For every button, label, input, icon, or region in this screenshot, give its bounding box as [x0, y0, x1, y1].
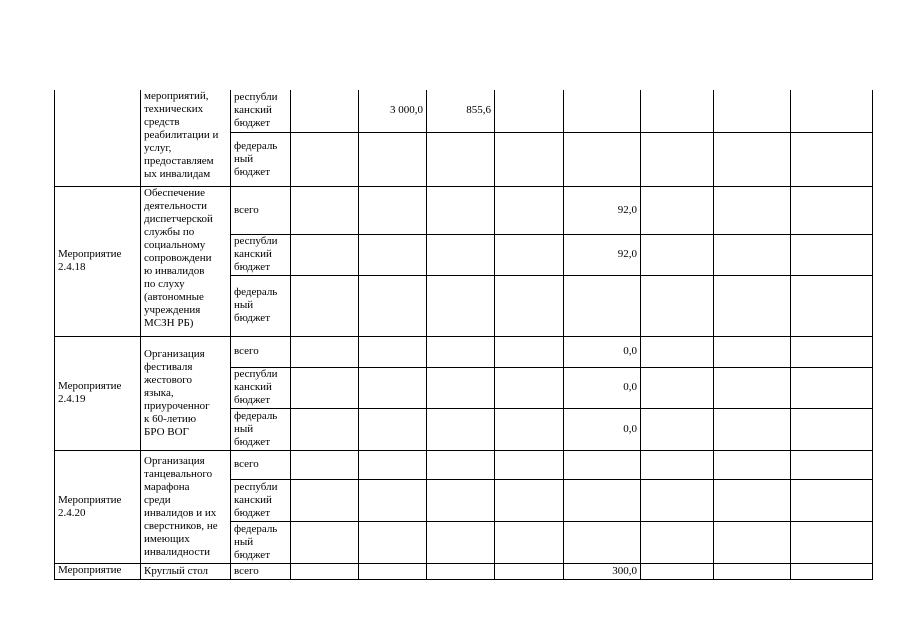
value-cell	[641, 408, 714, 450]
value-cell	[714, 186, 791, 234]
funding-source-text: республи канский бюджет	[234, 368, 278, 406]
value-cell	[564, 450, 641, 479]
table-row	[55, 336, 873, 367]
value-cell	[641, 234, 714, 275]
funding-source-text: республи канский бюджет	[234, 91, 278, 130]
value-cell	[791, 563, 873, 579]
value-cell	[495, 408, 564, 450]
value-cell: 92,0	[564, 186, 641, 234]
value-cell	[291, 408, 359, 450]
activity-name-text: Обеспечение деятельности диспетчерской службы по социальному сопровождени ю инвалидов по слуху (автономные учреждения МСЗН РБ)	[144, 186, 213, 329]
activity-name-text: Организация танцевального марафона среди инвалидов и их сверстников, не имеющих инвалидности	[144, 454, 218, 558]
activity-name-cell	[141, 90, 231, 186]
value-cell	[791, 450, 873, 479]
value-cell	[495, 521, 564, 563]
value-cell	[714, 234, 791, 275]
activity-name-text: Круглый стол	[144, 564, 209, 577]
value-cell	[641, 186, 714, 234]
value-cell	[427, 336, 495, 367]
value-cell	[791, 479, 873, 521]
activity-name-cell	[141, 450, 231, 563]
funding-source-cell	[231, 132, 291, 186]
value-cell	[359, 408, 427, 450]
measure-cell: Мероприятие 2.4.19	[55, 336, 141, 450]
value-cell	[427, 450, 495, 479]
value-cell	[359, 367, 427, 408]
funding-source-text: федераль ный бюджет	[234, 409, 278, 448]
activity-name-cell	[141, 563, 231, 579]
value-cell	[641, 521, 714, 563]
funding-source-text: всего	[234, 203, 259, 216]
activity-name-cell	[141, 336, 231, 450]
value-cell	[641, 132, 714, 186]
value-cell	[495, 234, 564, 275]
value-cell	[641, 479, 714, 521]
funding-source-text: всего	[234, 345, 259, 357]
funding-source-cell	[231, 521, 291, 563]
value-cell	[427, 186, 495, 234]
measure-cell: Мероприятие	[55, 563, 141, 579]
value-cell	[427, 521, 495, 563]
value-cell	[291, 186, 359, 234]
value-cell	[427, 563, 495, 579]
funding-source-cell	[231, 408, 291, 450]
value-cell	[791, 186, 873, 234]
value-cell	[495, 336, 564, 367]
value-cell: 3 000,0	[359, 90, 427, 132]
value-cell	[714, 479, 791, 521]
value-cell	[291, 367, 359, 408]
funding-source-text: республи канский бюджет	[234, 480, 278, 519]
value-cell	[641, 563, 714, 579]
value-cell	[291, 521, 359, 563]
value-cell	[714, 275, 791, 336]
budget-table	[54, 90, 873, 580]
value-cell	[714, 521, 791, 563]
value-cell	[564, 521, 641, 563]
value-cell	[291, 132, 359, 186]
value-cell	[291, 275, 359, 336]
funding-source-cell	[231, 479, 291, 521]
value-cell	[714, 563, 791, 579]
value-cell	[359, 275, 427, 336]
value-cell	[495, 367, 564, 408]
value-cell	[291, 90, 359, 132]
value-cell	[791, 408, 873, 450]
value-cell	[291, 450, 359, 479]
funding-source-cell	[231, 367, 291, 408]
value-cell	[791, 521, 873, 563]
value-cell	[359, 521, 427, 563]
measure-cell: Мероприятие 2.4.20	[55, 450, 141, 563]
activity-name-cell	[141, 186, 231, 336]
funding-source-text: всего	[234, 564, 259, 577]
value-cell	[359, 234, 427, 275]
value-cell	[641, 450, 714, 479]
value-cell: 0,0	[564, 408, 641, 450]
value-cell	[495, 275, 564, 336]
table-row	[55, 90, 873, 132]
value-cell	[291, 563, 359, 579]
funding-source-text: республи канский бюджет	[234, 235, 278, 273]
value-cell	[427, 275, 495, 336]
value-cell	[427, 367, 495, 408]
funding-source-cell	[231, 234, 291, 275]
value-cell	[427, 479, 495, 521]
value-cell	[359, 450, 427, 479]
value-cell	[791, 90, 873, 132]
value-cell	[564, 132, 641, 186]
value-cell	[359, 479, 427, 521]
value-cell	[564, 90, 641, 132]
activity-name-text: мероприятий, технических средств реабилитации и услуг, предоставляем ых инвалидам	[144, 90, 219, 180]
value-cell	[495, 186, 564, 234]
value-cell	[495, 90, 564, 132]
value-cell	[291, 336, 359, 367]
value-cell	[564, 479, 641, 521]
value-cell	[495, 479, 564, 521]
funding-source-cell	[231, 450, 291, 479]
value-cell	[495, 563, 564, 579]
value-cell	[291, 234, 359, 275]
funding-source-cell	[231, 563, 291, 579]
activity-name-text: Организация фестиваля жестового языка, приуроченног к 60-летию БРО ВОГ	[144, 347, 210, 438]
funding-source-text: федераль ный бюджет	[234, 139, 278, 178]
value-cell	[714, 450, 791, 479]
funding-source-text: федераль ный бюджет	[234, 286, 278, 324]
value-cell	[791, 132, 873, 186]
table-row	[55, 186, 873, 234]
value-cell	[359, 336, 427, 367]
measure-cell	[55, 90, 141, 186]
value-cell	[359, 132, 427, 186]
value-cell	[641, 90, 714, 132]
value-cell: 0,0	[564, 336, 641, 367]
value-cell	[427, 132, 495, 186]
value-cell	[791, 336, 873, 367]
table-row	[55, 450, 873, 479]
value-cell	[427, 408, 495, 450]
value-cell	[791, 275, 873, 336]
value-cell	[714, 367, 791, 408]
funding-source-text: всего	[234, 458, 259, 470]
value-cell	[791, 367, 873, 408]
value-cell	[714, 90, 791, 132]
value-cell	[495, 450, 564, 479]
value-cell	[427, 234, 495, 275]
measure-cell: Мероприятие 2.4.18	[55, 186, 141, 336]
value-cell	[641, 367, 714, 408]
value-cell	[714, 336, 791, 367]
value-cell	[564, 275, 641, 336]
value-cell	[714, 408, 791, 450]
value-cell: 0,0	[564, 367, 641, 408]
value-cell	[291, 479, 359, 521]
value-cell	[791, 234, 873, 275]
value-cell	[495, 132, 564, 186]
value-cell	[359, 186, 427, 234]
funding-source-cell	[231, 336, 291, 367]
value-cell	[714, 132, 791, 186]
funding-source-cell	[231, 275, 291, 336]
table-row	[55, 563, 873, 579]
value-cell: 300,0	[564, 563, 641, 579]
value-cell: 855,6	[427, 90, 495, 132]
value-cell	[359, 563, 427, 579]
value-cell	[641, 275, 714, 336]
value-cell	[641, 336, 714, 367]
table-body	[55, 90, 873, 579]
funding-source-cell	[231, 186, 291, 234]
funding-source-cell	[231, 90, 291, 132]
value-cell: 92,0	[564, 234, 641, 275]
funding-source-text: федераль ный бюджет	[234, 522, 278, 561]
